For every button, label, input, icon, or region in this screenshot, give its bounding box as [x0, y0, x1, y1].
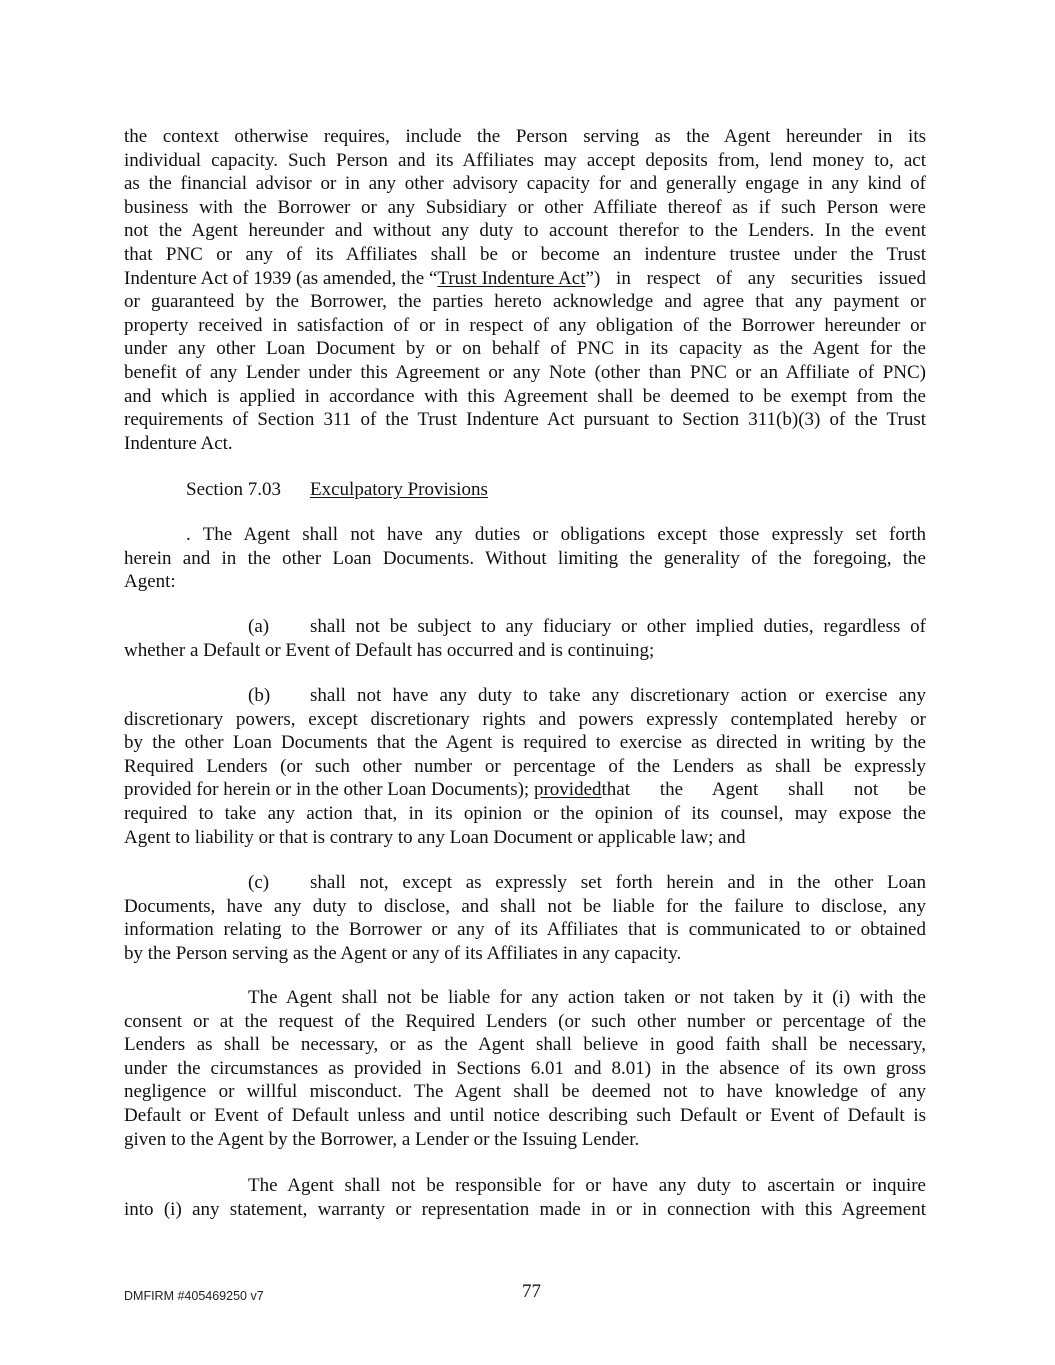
- text-line: [124, 684, 926, 708]
- paragraph-agent-liability: [124, 986, 926, 1151]
- list-item-b: [124, 684, 926, 849]
- text-line: information relating to the Borrower or any of its Affiliates that is communicated to or obtained: [124, 919, 926, 941]
- text-segment: shall not be subject to any fiduciary or other implied duties, regardless of: [310, 616, 926, 637]
- paragraph-exculpatory-intro: [124, 523, 926, 594]
- item-label: (b): [248, 685, 271, 706]
- text-line: . The Agent shall not have any duties or obligations except those expressly set forth: [186, 524, 926, 545]
- text-line: the context otherwise requires, include the Person serving as the Agent hereunder in its: [124, 126, 926, 147]
- text-segment: that the Agent shall not be: [601, 779, 926, 801]
- text-segment: Indenture Act of 1939 (as amended, the “: [124, 267, 438, 289]
- text-line: under the circumstances as provided in Sections 6.01 and 8.01) in the absence of its own gross: [124, 1057, 926, 1079]
- text-line: not the Agent hereunder and without any duty to account therefor to the Lenders. In the event: [124, 220, 926, 242]
- text-line: Documents, have any duty to disclose, and shall not be liable for the failure to disclose, any: [124, 895, 926, 917]
- text-line: or guaranteed by the Borrower, the parties hereto acknowledge and agree that any payment or: [124, 291, 926, 313]
- text-line: under any other Loan Document by or on behalf of PNC in its capacity as the Agent for the: [124, 338, 926, 360]
- text-line: benefit of any Lender under this Agreement or any Note (other than PNC or an Affiliate of PNC): [124, 361, 926, 383]
- text-line: as the financial advisor or in any other advisory capacity for and generally engage in any kind of: [124, 173, 926, 195]
- text-line: individual capacity. Such Person and its Affiliates may accept deposits from, lend money to, act: [124, 149, 926, 171]
- text-line: Agent:: [124, 571, 176, 593]
- footer-document-id: DMFIRM #405469250 v7: [124, 1289, 264, 1303]
- text-line: [124, 615, 926, 639]
- text-line: requirements of Section 311 of the Trust Indenture Act pursuant to Section 311(b)(3) of the Trust: [124, 409, 926, 431]
- text-segment: ”) in respect of any securities issued: [585, 267, 926, 289]
- text-line: consent or at the request of the Required Lenders (or such other number or percentage of the: [124, 1010, 926, 1032]
- text-line: [124, 778, 926, 802]
- text-line: herein and in the other Loan Documents. Without limiting the generality of the foregoing, the: [124, 547, 926, 569]
- text-line: [124, 871, 926, 895]
- page-number: 77: [522, 1281, 541, 1302]
- paragraph-agent-capacity: [124, 125, 926, 455]
- text-line: required to take any action that, in its opinion or the opinion of its counsel, may expose the: [124, 802, 926, 824]
- text-line: Indenture Act.: [124, 432, 233, 454]
- section-title: Exculpatory Provisions: [310, 479, 488, 500]
- proviso-term: provided: [533, 779, 602, 801]
- text-line: by the other Loan Documents that the Agent is required to exercise as directed in writing by the: [124, 732, 926, 754]
- text-line: given to the Agent by the Borrower, a Lender or the Issuing Lender.: [124, 1128, 640, 1150]
- text-line: discretionary powers, except discretionary rights and powers expressly contemplated hereby or: [124, 708, 926, 730]
- text-line: whether a Default or Event of Default has occurred and is continuing;: [124, 639, 655, 661]
- text-segment: shall not have any duty to take any discretionary action or exercise any: [310, 685, 926, 706]
- list-item-a: [124, 615, 926, 662]
- text-line: The Agent shall not be liable for any action taken or not taken by it (i) with the: [248, 987, 926, 1008]
- text-line: [124, 267, 926, 291]
- item-label: (a): [248, 616, 270, 637]
- list-item-c: [124, 871, 926, 965]
- text-line: Lenders as shall be necessary, or as the Agent shall believe in good faith shall be necessary,: [124, 1034, 926, 1056]
- text-line: property received in satisfaction of or in respect of any obligation of the Borrower hereunder or: [124, 314, 926, 336]
- text-segment: shall not, except as expressly set forth herein and in the other Loan: [310, 872, 926, 893]
- text-line: and which is applied in accordance with this Agreement shall be deemed to be exempt from the: [124, 385, 926, 407]
- paragraph-agent-responsibility: [124, 1174, 926, 1221]
- text-line: that PNC or any of its Affiliates shall be or become an indenture trustee under the Trust: [124, 243, 926, 265]
- section-heading: [186, 478, 488, 502]
- text-segment: provided for herein or in the other Loan Documents);: [124, 779, 534, 801]
- text-line: business with the Borrower or any Subsidiary or other Affiliate thereof as if such Person were: [124, 196, 926, 218]
- text-line: into (i) any statement, warranty or representation made in or in connection with this Agreement: [124, 1198, 926, 1220]
- item-label: (c): [248, 872, 270, 893]
- text-line: negligence or willful misconduct. The Agent shall be deemed not to have knowledge of any: [124, 1081, 926, 1103]
- text-line: The Agent shall not be responsible for or have any duty to ascertain or inquire: [248, 1175, 926, 1196]
- text-line: Agent to liability or that is contrary to any Loan Document or applicable law; and: [124, 826, 746, 848]
- defined-term-trust-indenture-act: Trust Indenture Act: [437, 267, 586, 289]
- section-number: Section 7.03: [186, 479, 281, 500]
- text-line: Default or Event of Default unless and until notice describing such Default or Event of Default is: [124, 1104, 926, 1126]
- text-line: Required Lenders (or such other number or percentage of the Lenders as shall be expressly: [124, 755, 926, 777]
- text-line: by the Person serving as the Agent or any of its Affiliates in any capacity.: [124, 942, 682, 964]
